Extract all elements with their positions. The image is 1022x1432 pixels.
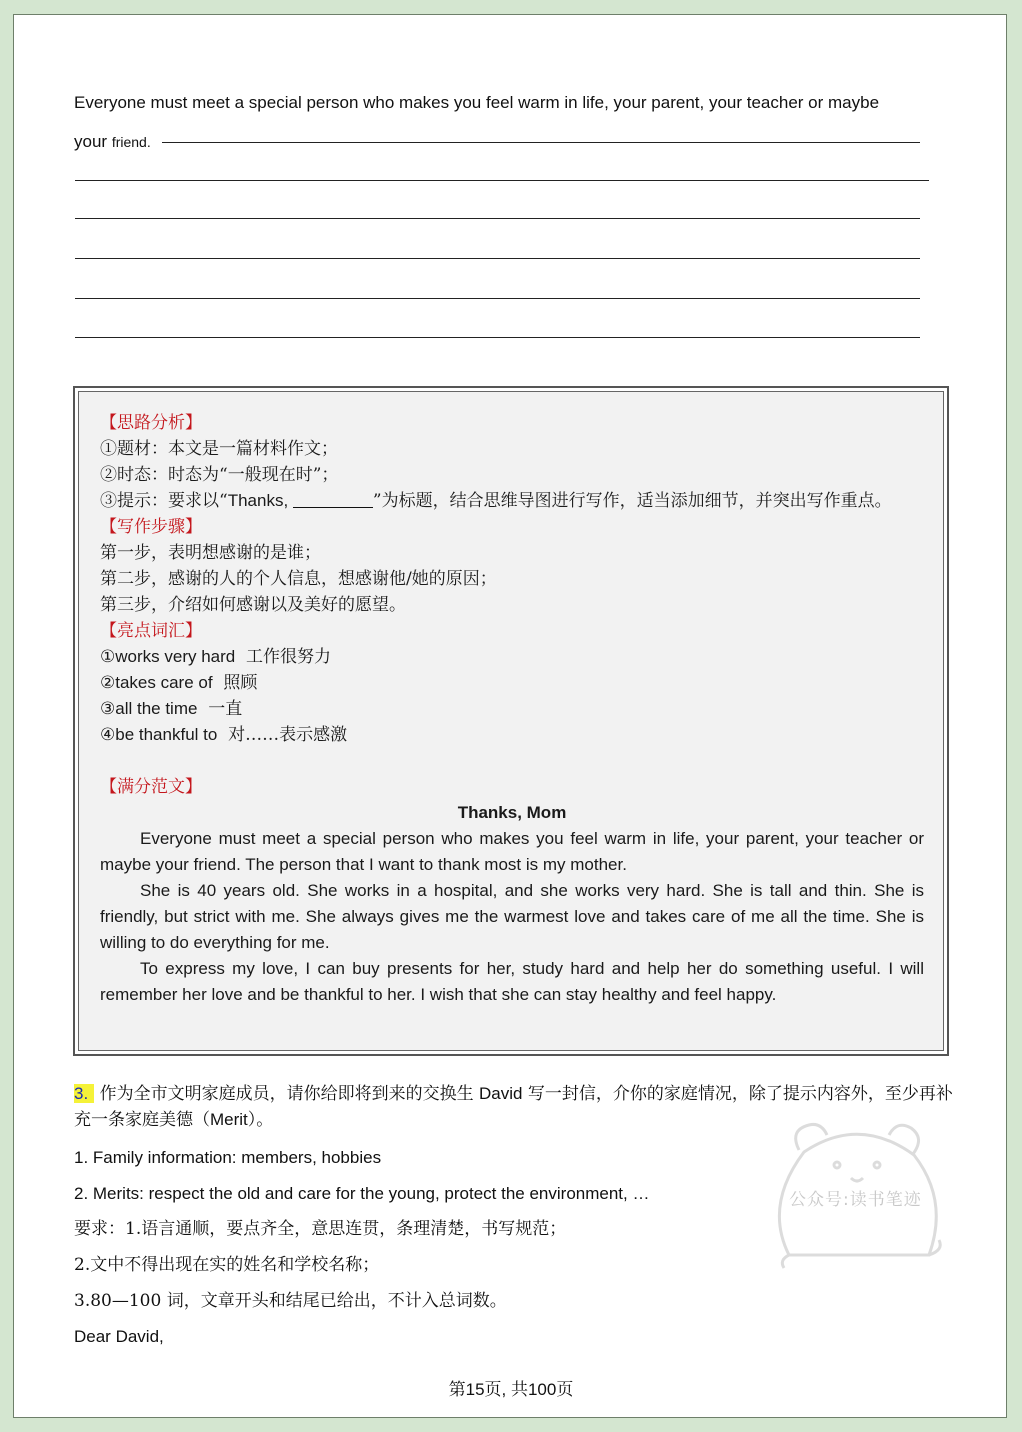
question-point-2: 2. Merits: respect the old and care for the young, protect the environment, … [74,1184,650,1203]
vocab-chinese: 照顾 [223,673,258,693]
question-merit-word: Merit [210,1110,248,1129]
vocab-number: ① [100,647,116,667]
vocab-chinese: 工作很努力 [246,647,332,667]
step-item: 第二步，感谢的人的个人信息，想感谢他/她的原因； [100,569,497,589]
requirement-2: 2.文中不得出现在实的姓名和学校名称； [74,1255,380,1275]
answer-line [75,258,920,259]
analysis-item-title-word: Thanks, [227,491,293,510]
writing-prompt [74,83,954,162]
question-name: David [479,1084,523,1103]
vocab-number: ④ [100,725,116,745]
vocab-item [100,670,924,696]
analysis-item-text: ”为标题，结合思维导图进行写作，适当添加细节，并突出写作重点。 [372,491,892,511]
page-footer: 第15页, 共100页 [448,1380,574,1399]
vocab-chinese: 一直 [208,699,243,719]
answer-line [75,298,920,299]
analysis-item [100,488,924,514]
step-item: 第一步，表明想感谢的是谁； [100,543,321,563]
question-text: 写一封信，介你的家庭情况，除了提示内容外，至少再补充一条家庭美德（ [74,1084,953,1130]
vocab-number: ③ [100,699,116,719]
answer-line [75,180,929,181]
requirement-3: 3.80—100 词，文章开头和结尾已给出，不计入总词数。 [74,1291,507,1311]
question-text: ）。 [247,1110,274,1130]
vocab-chinese: 对……表示感激 [228,725,348,745]
essay-title: Thanks, Mom [457,803,567,822]
steps-heading: 【写作步骤】 [100,517,202,537]
title-blank [293,489,373,508]
vocab-heading: 【亮点词汇】 [100,621,202,641]
spacer [100,748,924,774]
prompt-word-your: your [74,132,108,151]
prompt-line-1: Everyone must meet a special person who makes you feel warm in life, your parent, your teacher or maybe [74,93,880,112]
vocab-item [100,722,924,748]
essay-paragraph: She is 40 years old. She works in a hospital, and she works very hard. She is tall and thin. She is friendly, but strict with me. She always gives me the warmest love and takes care of me all the time. She is willing to do everything for me. [100,881,924,952]
vocab-item [100,644,924,670]
watermark-text: 公众号:读书笔迹 [789,1190,922,1210]
step-item: 第三步，介绍如何感谢以及美好的愿望。 [100,595,406,615]
analysis-item: ②时态：时态为“一般现在时”； [100,465,339,485]
essay-paragraph: To express my love, I can buy presents for her, study hard and help her do something useful. I will remember her love and be thankful to her. I wish that she can stay healthy and feel happy. [100,959,924,1004]
vocab-english: be thankful to [115,725,218,744]
vocab-english: all the time [115,699,198,718]
prompt-word-friend: friend. [111,134,151,150]
vocab-english: works very hard [115,647,236,666]
essay-paragraph: Everyone must meet a special person who makes you feel warm in life, your parent, your teacher or maybe your friend. The person that I want to thank most is my mother. [100,829,924,874]
requirement-1: 要求：1.语言通顺，要点齐全，意思连贯，条理清楚，书写规范； [74,1219,567,1239]
vocab-english: takes care of [115,673,213,692]
analysis-item-text: ③提示：要求以“ [100,491,228,511]
essay-heading: 【满分范文】 [100,777,202,797]
analysis-heading: 【思路分析】 [100,413,202,433]
question-number: 3. [74,1084,94,1103]
letter-greeting: Dear David, [74,1327,164,1346]
answer-line [75,337,920,338]
question-text: 作为全市文明家庭成员，请你给即将到来的交换生 [99,1084,479,1104]
answer-line [162,142,920,143]
analysis-box-inner [78,391,944,1051]
analysis-item: ①题材：本文是一篇材料作文； [100,439,338,459]
analysis-box [73,386,949,1056]
vocab-number: ② [100,673,116,693]
question-point-1: 1. Family information: members, hobbies [74,1148,382,1167]
document-page [13,14,1007,1418]
vocab-item [100,696,924,722]
answer-line [75,218,920,219]
